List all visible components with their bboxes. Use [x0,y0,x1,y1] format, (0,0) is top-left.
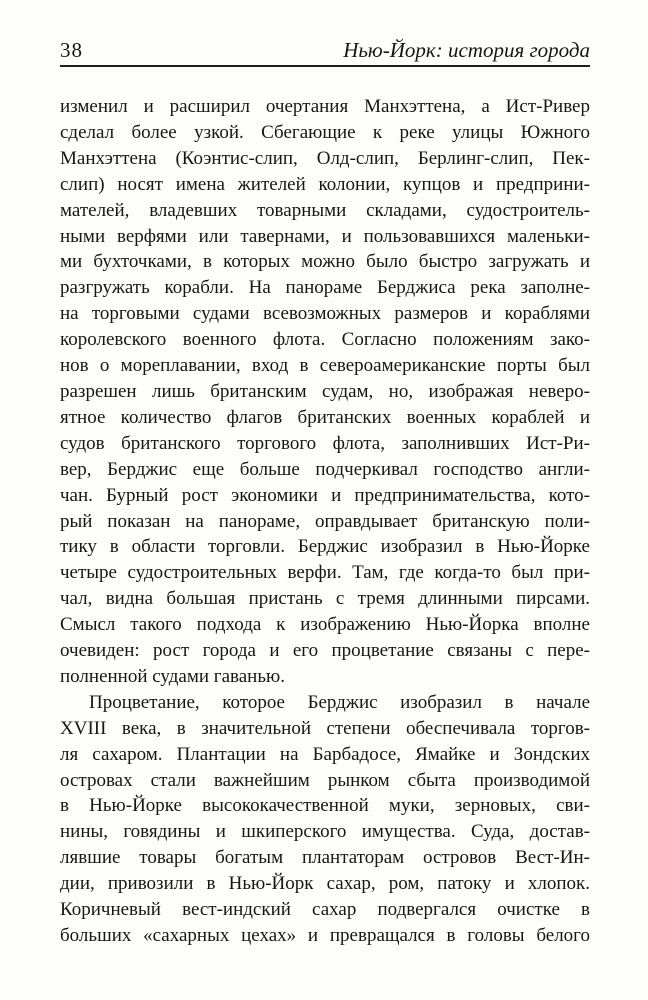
text-line: дии, привозили в Нью-Йорк сахар, ром, патоку и хлопок. [60,873,590,895]
text-line: ятное количество флагов британских военных кораблей и [60,406,590,428]
text-line: мателей, владевших товарными складами, судостроитель- [60,199,590,221]
text-line: в Нью-Йорке высококачественной муки, зерновых, сви- [60,795,590,817]
text-line: судов британского торгового флота, заполнивших Ист-Ри- [60,432,590,454]
header-rule [60,65,590,67]
text-line: полненной судами гаванью. [60,665,285,687]
text-line: ми бухточками, в которых можно было быстро загружать и [60,251,590,273]
text-line: чал, видна большая пристань с тремя длинными пирсами. [60,588,590,610]
text-line: XVIII века, в значительной степени обеспечивала торгов- [60,717,590,739]
text-line: Смысл такого подхода к изображению Нью-Йорка вполне [60,614,590,636]
text-line: рый показан на панораме, оправдывает британскую поли- [60,510,590,532]
text-line: четыре судостроительных верфи. Там, где когда-то был при- [60,562,590,584]
text-line: разгружать корабли. На панораме Берджиса река заполне- [60,277,590,299]
paragraph [60,690,590,949]
text-line: очевиден: рост города и его процветание связаны с пере- [60,640,590,662]
text-line: больших «сахарных цехах» и превращался в головы белого [60,925,590,946]
text-line: Манхэттена (Коэнтис-слип, Олд-слип, Берлинг-слип, Пек- [60,147,590,169]
page-number: 38 [60,38,83,62]
text-line: королевского военного флота. Согласно положениям зако- [60,329,590,351]
text-line: ными верфями или тавернами, и пользовавшихся маленьки- [60,225,590,247]
text-line: чан. Бурный рост экономики и предпринимательства, кото- [60,484,590,506]
text-line: тику в области торговли. Берджис изобразил в Нью-Йорке [60,536,590,558]
text-line: вер, Берджис еще больше подчеркивал господство англи- [60,458,590,480]
text-line: ля сахаром. Плантации на Барбадосе, Ямайке и Зондских [60,743,590,765]
text-line: нины, говядины и шкиперского имущества. Суда, достав- [60,821,590,843]
text-line: разрешен лишь британским судам, но, изображая неверо- [60,380,590,402]
page-header [60,38,590,62]
text-line: Коричневый вест-индский сахар подвергался очистке в [60,899,590,921]
text-line: лявшие товары богатым плантаторам островов Вест-Ин- [60,847,590,869]
text-line: сделал более узкой. Сбегающие к реке улицы Южного [60,121,590,143]
text-line: нов о мореплавании, вход в североамериканские порты был [60,355,590,377]
text-line: изменил и расширил очертания Манхэттена, а Ист-Ривер [60,96,590,117]
text-line: Процветание, которое Берджис изобразил в начале [89,691,590,713]
text-line: слип) носят имена жителей колонии, купцов и предприни- [60,173,590,195]
text-line: на торговыми судами всевозможных размеров и кораблями [60,303,590,325]
paragraph [60,94,590,690]
body-text [60,94,590,949]
running-title: Нью-Йорк: история города [343,38,590,62]
text-line: островах стали важнейшим рынком сбыта производимой [60,769,590,791]
